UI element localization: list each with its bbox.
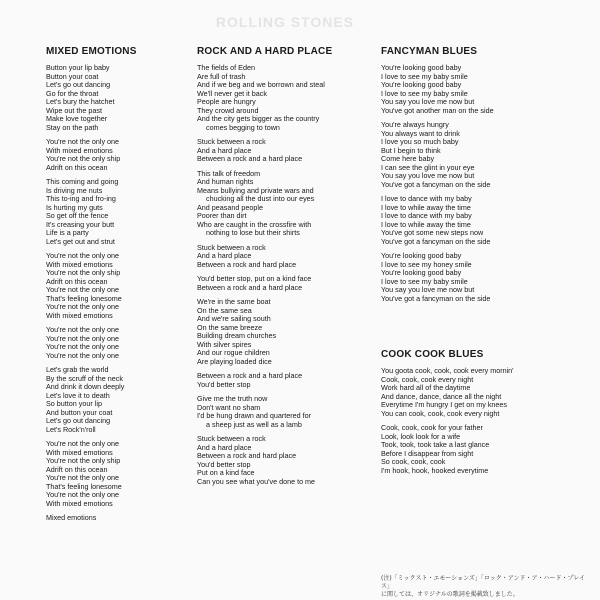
lyric-line: So button your lip	[46, 399, 102, 408]
lyric-line: And a hard place	[197, 251, 252, 260]
lyric-line: You're not the only one	[46, 285, 120, 294]
lyric-line: Between a rock and hard place	[197, 259, 297, 269]
stanza	[381, 367, 581, 418]
lyric-line: I love to while away the time	[381, 219, 471, 229]
stanza	[46, 138, 186, 172]
lyric-line: a sheep just as well as a lamb	[206, 419, 302, 429]
lyric-line: You say you love me now but	[381, 97, 475, 106]
lyric-line: Let's grab the world	[46, 365, 109, 374]
lyric-line: Look, look look for a wife	[381, 431, 461, 441]
stanza	[197, 138, 367, 164]
lyric-line: Between a rock and hard place	[197, 451, 297, 460]
lyric-line: Everytime I'm hungry I get on my knees	[381, 400, 508, 409]
lyric-line: You're not the only one	[46, 251, 120, 260]
lyric-line: You goota cook, cook, cook every mornin'	[381, 366, 514, 375]
lyric-line: The fields of Eden	[197, 63, 255, 72]
lyric-line: I love to see my baby smile	[381, 71, 468, 81]
lyric-line: Between a rock and a hard place	[197, 154, 303, 163]
lyric-line: nothing to lose but their shirts	[206, 228, 300, 237]
lyric-line: So get off the fence	[46, 211, 109, 220]
stanza	[197, 170, 367, 238]
lyric-line: You're looking good baby	[381, 80, 462, 89]
lyric-line: With mixed emotions	[46, 310, 113, 320]
lyric-line: And button your coat	[46, 407, 113, 417]
lyric-line: Let's Rock'n'roll	[46, 424, 96, 434]
lyric-line: comes begging to town	[206, 122, 280, 132]
lyric-line: You're looking good baby	[381, 63, 462, 72]
stanza	[381, 252, 581, 303]
lyric-line: I love to see my honey smile	[381, 259, 472, 269]
lyric-line: You're not the only one	[46, 137, 120, 146]
lyric-line: You're not the only ship	[46, 154, 121, 163]
lyric-line: Stuck between a rock	[197, 434, 266, 443]
stanza	[381, 195, 581, 246]
lyric-line: And if we beg and we borrown and steal	[197, 80, 325, 89]
lyric-line: That's feeling lonesome	[46, 481, 122, 491]
lyric-line: This talk of freedom	[197, 168, 261, 178]
lyric-line: Give me the truth now	[197, 394, 268, 403]
lyric-line: You say you love me now but	[381, 285, 475, 294]
lyric-line: I love you so much baby	[381, 137, 459, 146]
lyric-line: With mixed emotions	[46, 447, 113, 457]
song-title: MIXED EMOTIONS	[46, 46, 137, 57]
stanza	[197, 372, 367, 389]
lyrics-body	[46, 64, 186, 523]
song-cook-cook-blues	[381, 349, 581, 481]
lyric-line: By the scruff of the neck	[46, 373, 123, 383]
lyric-line: Wipe out the past	[46, 105, 102, 115]
lyric-line: You'd better stop, put on a kind face	[197, 274, 312, 283]
lyric-line: And peasand people	[197, 202, 263, 212]
lyric-line: Is hurting my guts	[46, 202, 103, 212]
lyric-line: It's creasing your butt	[46, 219, 115, 229]
lyric-line: Stay on the path	[46, 122, 99, 132]
japanese-footnote	[381, 575, 591, 599]
lyric-line: Cook, cook, cook every night	[381, 374, 474, 384]
lyric-line: Don't want no sham	[197, 402, 261, 412]
lyric-line: And we're sailing south	[197, 314, 271, 323]
lyric-line: Who are caught in the crossfire with	[197, 219, 312, 229]
lyric-line: Before I disappear from sight	[381, 448, 474, 458]
lyric-line: Life is a party	[46, 228, 89, 237]
stanza	[46, 64, 186, 132]
lyric-line: Adrift on this ocean	[46, 276, 108, 286]
lyric-line: You've got a fancyman on the side	[381, 293, 491, 303]
lyric-line: You've got another man on the side	[381, 105, 494, 115]
lyric-line: I love to while away the time	[381, 202, 471, 212]
lyric-line: Is driving me nuts	[46, 185, 103, 195]
song-mixed-emotions	[46, 46, 186, 529]
lyric-line: Adrift on this ocean	[46, 464, 108, 474]
lyric-line: With mixed emotions	[46, 145, 113, 155]
lyric-line: I can see the glint in your eye	[381, 162, 475, 172]
lyric-line: You've got some new steps now	[381, 228, 484, 237]
lyric-line: This coming and going	[46, 177, 119, 186]
lyric-line: You're always hungry	[381, 120, 449, 129]
lyric-line: On the same breeze	[197, 322, 263, 332]
lyric-line: Let's get out and strut	[46, 236, 115, 246]
lyric-line: Make love together	[46, 114, 108, 123]
lyric-line: Poorer than dirt	[197, 211, 247, 220]
lyrics-body	[381, 64, 581, 303]
stanza	[46, 366, 186, 434]
lyric-line: And dance, dance, dance all the night	[381, 391, 502, 401]
lyric-line: Stuck between a rock	[197, 137, 266, 146]
stanza	[197, 395, 367, 429]
lyric-line: You're not the only ship	[46, 268, 121, 277]
lyric-line: We'll never get it back	[197, 88, 267, 98]
lyrics-body	[381, 367, 581, 475]
lyric-line: You're not the only one	[46, 439, 120, 448]
lyric-line: You can cook, cook, cook every night	[381, 408, 500, 418]
song-fancyman-blues	[381, 46, 581, 309]
lyric-line: chucking all the dust into our eyes	[206, 194, 315, 203]
lyric-line: Adrift on this ocean	[46, 162, 108, 172]
lyric-line: And the city gets bigger as the country	[197, 114, 320, 123]
footnote-line: に関しては、オリジナルの歌詞を掲載致しました。	[381, 591, 519, 598]
lyric-line: But I begin to think	[381, 145, 441, 155]
lyric-line: Between a rock and a hard place	[197, 371, 303, 380]
lyric-line: Cook, cook, cook for your father	[381, 423, 483, 432]
stanza	[381, 64, 581, 115]
lyric-line: Took, took, took take a last glance	[381, 440, 490, 449]
lyric-line: With mixed emotions	[46, 498, 113, 508]
lyric-line: You're not the only one	[46, 302, 120, 311]
footnote-line: (注)「ミックスト・エモーションズ」「ロック・アンド・ア・ハード・プレイス」	[381, 575, 585, 590]
lyric-line: You're not the only ship	[46, 456, 121, 465]
lyric-line: You say you love me now but	[381, 171, 475, 180]
lyric-line: You always want to drink	[381, 128, 460, 138]
lyric-line: And a hard place	[197, 442, 252, 452]
lyric-line: I'd be hung drawn and quartered for	[197, 411, 312, 420]
lyric-line: I love to dance with my baby	[381, 194, 472, 203]
lyric-line: Mixed emotions	[46, 513, 97, 522]
lyric-line: You'd better stop	[197, 459, 251, 469]
lyric-line: I love to see my baby smile	[381, 88, 468, 98]
lyric-line: And a hard place	[197, 145, 252, 155]
lyric-line: Let's love it to death	[46, 390, 110, 400]
lyric-line: They crowd around	[197, 105, 259, 115]
lyric-line: You're not the only one	[46, 333, 120, 343]
lyric-line: Let's go out dancing	[46, 80, 111, 89]
stanza	[197, 298, 367, 366]
stanza	[46, 440, 186, 508]
lyric-line: You're looking good baby	[381, 268, 462, 277]
lyric-line: Are full of trash	[197, 71, 246, 81]
lyric-line: You're not the only one	[46, 342, 120, 351]
lyric-line: Put on a kind face	[197, 468, 255, 477]
stanza	[197, 435, 367, 486]
lyric-line: I'm hook, hook, hooked everytime	[381, 465, 489, 475]
stanza	[46, 326, 186, 360]
lyric-line: Building dream churches	[197, 331, 277, 340]
lyric-line: Between a rock and a hard place	[197, 282, 303, 292]
lyrics-body	[197, 64, 367, 486]
lyric-line: You're not the only one	[46, 473, 120, 482]
lyric-line: On the same sea	[197, 305, 252, 315]
lyric-line: With silver spires	[197, 339, 252, 349]
stanza	[197, 244, 367, 270]
lyric-line: You've got a fancyman on the side	[381, 179, 491, 189]
lyric-line: You'd better stop	[197, 379, 251, 389]
song-title: FANCYMAN BLUES	[381, 46, 478, 57]
song-rock-and-a-hard-place	[197, 46, 367, 492]
lyric-line: We're in the same boat	[197, 297, 271, 306]
lyric-line: This to-ing and fro-ing	[46, 194, 116, 203]
lyric-line: You're not the only one	[46, 325, 120, 334]
lyric-line: Button your coat	[46, 71, 99, 81]
lyric-line: Means bullying and private wars and	[197, 185, 314, 195]
stanza	[46, 514, 186, 523]
lyric-line: Are playing loaded dice	[197, 356, 272, 366]
lyric-line: Button your lip baby	[46, 63, 110, 72]
lyric-line: You're looking good baby	[381, 251, 462, 260]
lyric-line: Come here baby	[381, 154, 435, 163]
lyric-line: I love to dance with my baby	[381, 211, 472, 220]
lyric-line: Can you see what you've done to me	[197, 476, 316, 486]
lyric-line: With mixed emotions	[46, 259, 113, 269]
lyric-line: Go for the throat	[46, 88, 99, 98]
lyric-line: I love to see my baby smile	[381, 276, 468, 286]
lyric-line: You're not the only one	[46, 490, 120, 499]
stanza	[381, 121, 581, 189]
lyric-line: And human rights	[197, 177, 254, 186]
lyric-line: Stuck between a rock	[197, 242, 266, 252]
stanza	[46, 252, 186, 320]
faint-header-title: ROLLING STONES	[215, 14, 355, 30]
lyric-line: And our rogue children	[197, 348, 270, 357]
lyric-line: Let's go out dancing	[46, 416, 111, 425]
stanza	[381, 424, 581, 475]
lyric-line: So cook, cook, cook	[381, 457, 446, 466]
lyric-line: And drink it down deeply	[46, 382, 125, 391]
song-title: ROCK AND A HARD PLACE	[197, 46, 333, 57]
stanza	[197, 64, 367, 132]
stanza	[46, 178, 186, 246]
lyric-line: People are hungry	[197, 97, 256, 106]
lyric-line: That's feeling lonesome	[46, 293, 122, 303]
lyric-line: You're not the only one	[46, 350, 120, 360]
lyric-line: You've got a fancyman on the side	[381, 236, 491, 246]
lyric-line: Work hard all of the daytime	[381, 383, 471, 392]
song-title: COOK COOK BLUES	[381, 349, 484, 360]
stanza	[197, 275, 367, 292]
lyric-line: Let's bury the hatchet	[46, 97, 115, 106]
